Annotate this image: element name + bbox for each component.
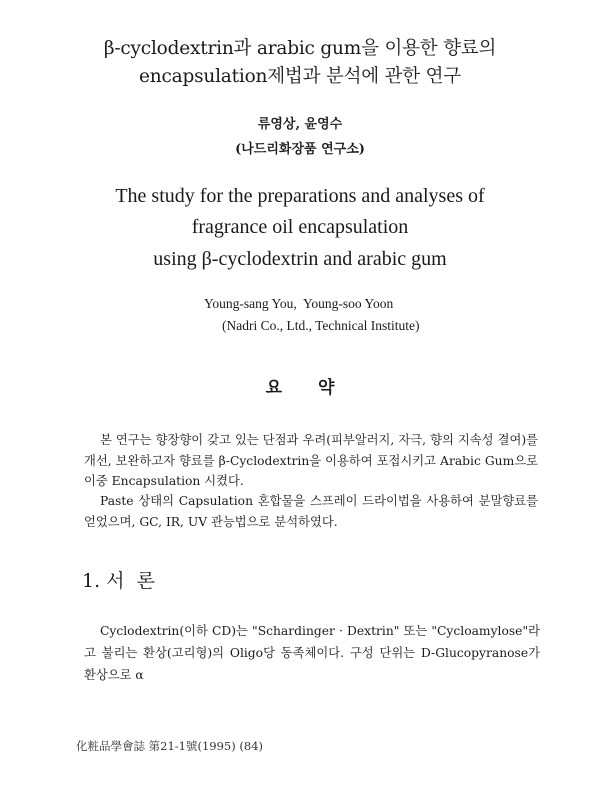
abstract-heading-char2: 약: [318, 378, 335, 398]
korean-affiliation: (나드리화장품 연구소): [235, 142, 365, 157]
korean-authors: 류영상, 윤영수: [257, 117, 343, 132]
english-authors: Young-sang You, Young-soo Yoon: [204, 296, 394, 311]
english-affiliation: (Nadri Co., Ltd., Technical Institute): [222, 318, 420, 333]
abstract-heading-char1: 요: [265, 378, 282, 398]
abstract-paragraph1: 본 연구는 향장향이 갖고 있는 단점과 우려(피부알러지, 자극, 향의 지속성 결여)를 개선, 보완하고자 향료를 β-Cyclodextrin을 이용하여 포접시키고 Arabic Gum으로 이중 Encapsulation 시켰다.: [84, 433, 538, 488]
english-title-line2: fragrance oil encapsulation: [191, 216, 409, 238]
english-title-line1: The study for the preparations and analyses of: [115, 185, 485, 207]
english-title-line3: using β-cyclodextrin and arabic gum: [153, 248, 447, 270]
journal-footer: 化粧品學會誌 第21-1號(1995) (84): [76, 739, 263, 753]
korean-title-line1: β-cyclodextrin과 arabic gum을 이용한 향료의: [103, 38, 497, 59]
introduction-paragraph: Cyclodextrin(이하 CD)는 "Schardinger · Dextrin" 또는 "Cycloamylose"라고 불리는 환상(고리형)의 Oligo당 동족체이다. 구성 단위는 D-Glucopyranose가 환상으로 α: [84, 624, 540, 682]
korean-title-line2: encapsulation제법과 분석에 관한 연구: [138, 66, 461, 87]
section-heading-introduction: 1. 서 론: [82, 570, 155, 592]
abstract-heading: [0, 373, 600, 398]
abstract-paragraph2: Paste 상태의 Capsulation 혼합물을 스프레이 드라이법을 사용하여 분말향료를 얻었으며, GC, IR, UV 관능법으로 분석하였다.: [84, 494, 538, 529]
